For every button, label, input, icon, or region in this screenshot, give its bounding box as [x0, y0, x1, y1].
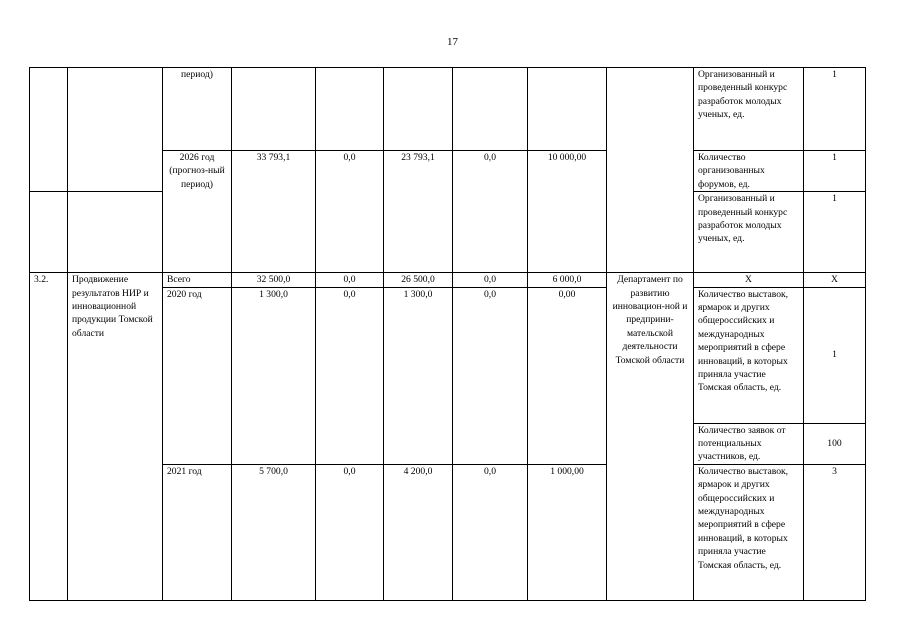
- cell-total: 32 500,0: [232, 273, 316, 287]
- cell-period: Всего: [163, 273, 232, 287]
- cell-number: [30, 192, 68, 273]
- cell-department: [607, 68, 694, 273]
- table-row: [30, 68, 866, 151]
- cell-extrabudget: 6 000,0: [528, 273, 607, 287]
- cell-activity-name: [68, 68, 163, 192]
- cell-indicator-value: 1: [804, 151, 866, 192]
- cell-regional: 4 200,0: [384, 464, 453, 600]
- cell-municipal: 0,0: [453, 287, 528, 464]
- cell-total: 33 793,1: [232, 151, 316, 273]
- cell-indicator-value: 1: [804, 68, 866, 151]
- cell-federal: 0,0: [316, 273, 384, 287]
- cell-indicator-value: 1: [804, 192, 866, 273]
- cell-total: 5 700,0: [232, 464, 316, 600]
- cell-extrabudget: 1 000,00: [528, 464, 607, 600]
- cell-municipal: [453, 68, 528, 151]
- cell-extrabudget: [528, 68, 607, 151]
- cell-regional: 26 500,0: [384, 273, 453, 287]
- cell-municipal: 0,0: [453, 151, 528, 273]
- cell-regional: [384, 68, 453, 151]
- cell-indicator-value: Х: [804, 273, 866, 287]
- cell-activity-name: [68, 192, 163, 273]
- cell-indicator: Количество организованных форумов, ед.: [694, 151, 804, 192]
- cell-period: период): [163, 68, 232, 151]
- cell-indicator: Организованный и проведенный конкурс разработок молодых ученых, ед.: [694, 68, 804, 151]
- cell-indicator-value: 3: [804, 464, 866, 600]
- cell-indicator-value: 1: [804, 287, 866, 423]
- cell-activity-name: Продвижение результатов НИР и инновационной продукции Томской области: [68, 273, 163, 601]
- cell-indicator: Х: [694, 273, 804, 287]
- cell-period: 2026 год (прогноз-ный период): [163, 151, 232, 273]
- cell-indicator: Организованный и проведенный конкурс разработок молодых ученых, ед.: [694, 192, 804, 273]
- cell-regional: 1 300,0: [384, 287, 453, 464]
- cell-indicator: Количество заявок от потенциальных участников, ед.: [694, 423, 804, 464]
- cell-extrabudget: 10 000,00: [528, 151, 607, 273]
- program-table: [29, 67, 866, 601]
- cell-extrabudget: 0,00: [528, 287, 607, 464]
- cell-number: [30, 68, 68, 192]
- cell-total: [232, 68, 316, 151]
- cell-department: Департамент по развитию инновацион-ной и предприни-мательской деятельности Томской области: [607, 273, 694, 601]
- cell-federal: [316, 68, 384, 151]
- cell-period: 2021 год: [163, 464, 232, 600]
- cell-federal: 0,0: [316, 151, 384, 273]
- cell-number: 3.2.: [30, 273, 68, 601]
- cell-period: 2020 год: [163, 287, 232, 464]
- cell-federal: 0,0: [316, 287, 384, 464]
- table-row: [30, 273, 866, 287]
- cell-indicator-value: 100: [804, 423, 866, 464]
- cell-indicator: Количество выставок, ярмарок и других общероссийских и международных мероприятий в сфере инноваций, в которых приняла участие Томская область, ед.: [694, 287, 804, 423]
- page-number: 17: [447, 36, 458, 48]
- cell-federal: 0,0: [316, 464, 384, 600]
- cell-total: 1 300,0: [232, 287, 316, 464]
- cell-municipal: 0,0: [453, 464, 528, 600]
- cell-indicator: Количество выставок, ярмарок и других общероссийских и международных мероприятий в сфере инноваций, в которых приняла участие Томская область, ед.: [694, 464, 804, 600]
- cell-municipal: 0,0: [453, 273, 528, 287]
- cell-regional: 23 793,1: [384, 151, 453, 273]
